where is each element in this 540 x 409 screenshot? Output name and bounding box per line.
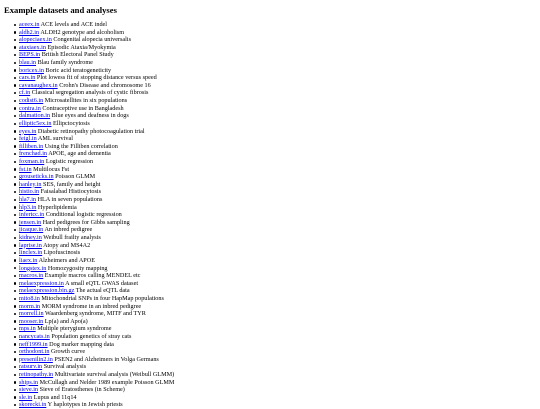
list-item bbox=[19, 249, 540, 257]
list-item bbox=[19, 257, 540, 265]
list-item bbox=[19, 401, 540, 409]
dataset-file-link[interactable]: aceex.in bbox=[19, 21, 40, 28]
list-item bbox=[19, 371, 540, 379]
dataset-file-link[interactable]: cavanaughex.in bbox=[19, 81, 58, 89]
dataset-description: A small eQTL GWAS dataset bbox=[65, 279, 139, 287]
list-item bbox=[19, 333, 540, 341]
dataset-description: Congenital alopecia universalis bbox=[53, 36, 132, 44]
list-item bbox=[19, 135, 540, 143]
dataset-file-link[interactable]: neff1999.in bbox=[19, 340, 48, 348]
list-item bbox=[19, 196, 540, 204]
list-item bbox=[19, 318, 540, 326]
dataset-file-link[interactable]: histio.in bbox=[19, 188, 40, 196]
dataset-file-link[interactable]: blau.in bbox=[19, 59, 37, 67]
dataset-file-link[interactable]: sieve.in bbox=[19, 386, 39, 394]
dataset-file-link[interactable]: macros.in bbox=[19, 272, 44, 280]
dataset-description: Blue eyes and deafness in dogs bbox=[51, 112, 129, 120]
list-item bbox=[19, 242, 540, 250]
dataset-file-link[interactable]: kidney.in bbox=[19, 234, 42, 242]
list-item bbox=[19, 29, 540, 37]
dataset-description: Episodic Ataxia/Myokymia bbox=[47, 43, 116, 51]
list-item bbox=[19, 36, 540, 44]
dataset-file-link[interactable]: skorecki.in bbox=[19, 401, 47, 409]
dataset-description: Sieve of Eratosthenes (in Scheme) bbox=[39, 386, 125, 394]
dataset-file-link[interactable]: grouseticks.in bbox=[19, 173, 54, 181]
dataset-description: Diabetic retinopathy photocoagulation trial bbox=[37, 127, 145, 135]
dataset-file-link[interactable]: alopeciaex.in bbox=[19, 36, 52, 44]
list-item bbox=[19, 234, 540, 242]
list-item bbox=[19, 219, 540, 227]
dataset-file-link[interactable]: eyes.in bbox=[19, 127, 37, 135]
list-item bbox=[19, 272, 540, 280]
dataset-file-link[interactable]: morm.in bbox=[19, 302, 41, 310]
list-item bbox=[19, 74, 540, 82]
dataset-description: Microsatellites in six populations bbox=[44, 97, 128, 105]
list-item bbox=[19, 128, 540, 136]
dataset-description: Multivariate survival analysis (Weibull GLMM) bbox=[54, 371, 175, 379]
dataset-file-link[interactable]: infertcc.in bbox=[19, 211, 45, 219]
dataset-description: PSEN2 and Alzheimers in Volga Germans bbox=[54, 355, 159, 363]
dataset-file-link[interactable]: melaexpression.in bbox=[19, 279, 64, 287]
dataset-file-link[interactable]: ships.in bbox=[19, 378, 39, 386]
dataset-description: Growth curve bbox=[50, 348, 86, 356]
dataset-file-link[interactable]: dalmation.in bbox=[19, 112, 51, 120]
list-item bbox=[19, 97, 540, 105]
dataset-file-link[interactable]: ratsurv.in bbox=[19, 363, 43, 371]
dataset-list bbox=[4, 21, 540, 409]
dataset-description: Crohn's Disease and chromosome 16 bbox=[59, 81, 151, 89]
dataset-file-link[interactable]: cf.in bbox=[19, 89, 31, 97]
list-item bbox=[19, 150, 540, 158]
list-item bbox=[19, 59, 540, 67]
dataset-file-link[interactable]: hanley.in bbox=[19, 180, 42, 188]
dataset-description: Weibull frailty analysis bbox=[43, 234, 101, 242]
dataset-description: The actual eQTL data bbox=[75, 287, 130, 295]
list-item bbox=[19, 112, 540, 120]
dataset-file-link[interactable]: filliben.in bbox=[19, 142, 44, 150]
dataset-description: Using the Filliben correlation bbox=[44, 142, 118, 150]
dataset-file-link[interactable]: fst.in bbox=[19, 165, 32, 173]
dataset-file-link[interactable]: hla7.in bbox=[19, 196, 37, 204]
dataset-file-link[interactable]: foxman.in bbox=[19, 157, 45, 165]
dataset-file-link[interactable]: liaex.in bbox=[19, 256, 38, 264]
dataset-file-link[interactable]: sle.in bbox=[19, 393, 33, 401]
dataset-description: HLA in seven populations bbox=[37, 196, 103, 204]
list-item bbox=[19, 204, 540, 212]
dataset-description: APOE, age and dementia bbox=[48, 150, 111, 158]
dataset-description: Contraceptive use in Bangladesh bbox=[42, 104, 124, 112]
dataset-description: ALDH2 genotype and alcoholism bbox=[40, 28, 125, 36]
dataset-description: Multiple pterygium syndrome bbox=[37, 325, 112, 333]
dataset-description: Hyperlipidemia bbox=[37, 203, 77, 211]
list-item bbox=[19, 348, 540, 356]
dataset-description: Classical segregation analysis of cystic fibrosis bbox=[31, 89, 149, 97]
dataset-file-link[interactable]: BEPS.in bbox=[19, 51, 41, 59]
dataset-description: Mitochondrial SNPs in four HapMap populations bbox=[41, 294, 164, 302]
dataset-description: Alzheimers and APOE bbox=[38, 256, 95, 264]
list-item bbox=[19, 310, 540, 318]
page-title: Example datasets and analyses bbox=[4, 5, 117, 15]
list-item bbox=[19, 265, 540, 273]
dataset-description: Hard pedigrees for Gibbs sampling bbox=[42, 218, 130, 226]
list-item bbox=[19, 67, 540, 75]
list-item bbox=[19, 363, 540, 371]
dataset-description: Example macros calling MENDEL etc bbox=[44, 272, 141, 280]
list-item bbox=[19, 303, 540, 311]
dataset-file-link[interactable]: retinopathy.in bbox=[19, 371, 54, 379]
list-item bbox=[19, 51, 540, 59]
dataset-description: British Electoral Panel Study bbox=[41, 51, 114, 59]
list-item bbox=[19, 44, 540, 52]
list-item bbox=[19, 226, 540, 234]
dataset-file-link[interactable]: presenilin2.in bbox=[19, 355, 53, 363]
dataset-file-link[interactable]: contra.in bbox=[19, 104, 41, 112]
list-item bbox=[19, 295, 540, 303]
dataset-description: AML survival bbox=[37, 135, 73, 143]
dataset-description: Plot lowess fit of stopping distance versus speed bbox=[36, 74, 157, 82]
list-item bbox=[19, 341, 540, 349]
dataset-description: An inbred pedigree bbox=[44, 226, 93, 234]
list-item bbox=[19, 356, 540, 364]
dataset-file-link[interactable]: codist6.in bbox=[19, 97, 44, 105]
dataset-file-link[interactable]: aldh2.in bbox=[19, 28, 40, 36]
dataset-description: Lp(a) and Apo(a) bbox=[44, 317, 88, 325]
dataset-description: Lupus and 11q14 bbox=[33, 393, 77, 401]
dataset-description: Homozygosity mapping bbox=[47, 264, 108, 272]
dataset-description: Ellipctocytosis bbox=[53, 119, 90, 127]
dataset-file-link[interactable]: laprise.in bbox=[19, 241, 42, 249]
dataset-file-link[interactable]: melaexpression.bin.gz bbox=[19, 287, 75, 295]
dataset-description: Lipofuscinosis bbox=[43, 249, 81, 257]
dataset-file-link[interactable]: ataxiaex.in bbox=[19, 43, 46, 51]
list-item bbox=[19, 211, 540, 219]
list-item bbox=[19, 379, 540, 387]
list-item bbox=[19, 386, 540, 394]
dataset-description: ACE levels and ACE indel bbox=[40, 21, 108, 28]
list-item bbox=[19, 21, 540, 29]
list-item bbox=[19, 280, 540, 288]
dataset-file-link[interactable]: elliptic5ex.in bbox=[19, 119, 52, 127]
list-item bbox=[19, 394, 540, 402]
dataset-file-link[interactable]: orthodont.in bbox=[19, 348, 50, 356]
list-item bbox=[19, 158, 540, 166]
dataset-description: Population genetics of stray cats bbox=[51, 332, 132, 340]
dataset-description: Blau family syndrome bbox=[37, 59, 93, 67]
dataset-file-link[interactable]: frenchad.in bbox=[19, 150, 48, 158]
list-item bbox=[19, 105, 540, 113]
dataset-file-link[interactable]: jicaque.in bbox=[19, 226, 44, 234]
dataset-description: MORM syndrome in an inbred pedigree bbox=[41, 302, 142, 310]
dataset-file-link[interactable]: morrell.in bbox=[19, 310, 44, 318]
dataset-file-link[interactable]: feigl.in bbox=[19, 135, 37, 143]
dataset-file-link[interactable]: nancycats.in bbox=[19, 332, 50, 340]
dataset-file-link[interactable]: cars.in bbox=[19, 74, 36, 82]
list-item bbox=[19, 325, 540, 333]
dataset-file-link[interactable]: boricex.in bbox=[19, 66, 44, 74]
list-item bbox=[19, 89, 540, 97]
dataset-file-link[interactable]: mito8.in bbox=[19, 294, 40, 302]
dataset-file-link[interactable]: jensen.in bbox=[19, 218, 42, 226]
dataset-description: Poisson GLMM bbox=[55, 173, 96, 181]
list-item bbox=[19, 82, 540, 90]
dataset-description: Y haplotypes in Jewish priests bbox=[47, 401, 123, 409]
dataset-file-link[interactable]: mps.in bbox=[19, 325, 36, 333]
dataset-description: SES, family and height bbox=[43, 180, 101, 188]
list-item bbox=[19, 173, 540, 181]
dataset-description: McCullagh and Nelder 1989 example Poisson GLMM bbox=[39, 378, 175, 386]
dataset-file-link[interactable]: longstex.in bbox=[19, 264, 47, 272]
dataset-description: Atopy and MS4A2 bbox=[43, 241, 91, 249]
dataset-description: Faisalabad Histiocytosis bbox=[40, 188, 101, 196]
dataset-description: Dog marker mapping data bbox=[49, 340, 114, 348]
dataset-description: Logistic regression bbox=[45, 157, 94, 165]
dataset-description: Boric acid teratogeneticity bbox=[45, 66, 112, 74]
list-item bbox=[19, 143, 540, 151]
dataset-file-link[interactable]: mooser.in bbox=[19, 317, 44, 325]
dataset-description: Waardenberg syndrome, MITF and TYR bbox=[45, 310, 146, 318]
dataset-description: Conditional logistic regression bbox=[45, 211, 122, 219]
list-item bbox=[19, 287, 540, 295]
dataset-file-link[interactable]: linclex.in bbox=[19, 249, 43, 257]
dataset-description: Multilocus Fst bbox=[33, 165, 70, 173]
list-item bbox=[19, 188, 540, 196]
list-item bbox=[19, 166, 540, 174]
dataset-file-link[interactable]: hlp3.in bbox=[19, 203, 37, 211]
list-item bbox=[19, 181, 540, 189]
dataset-description: Survival analysis bbox=[43, 363, 87, 371]
list-item bbox=[19, 120, 540, 128]
